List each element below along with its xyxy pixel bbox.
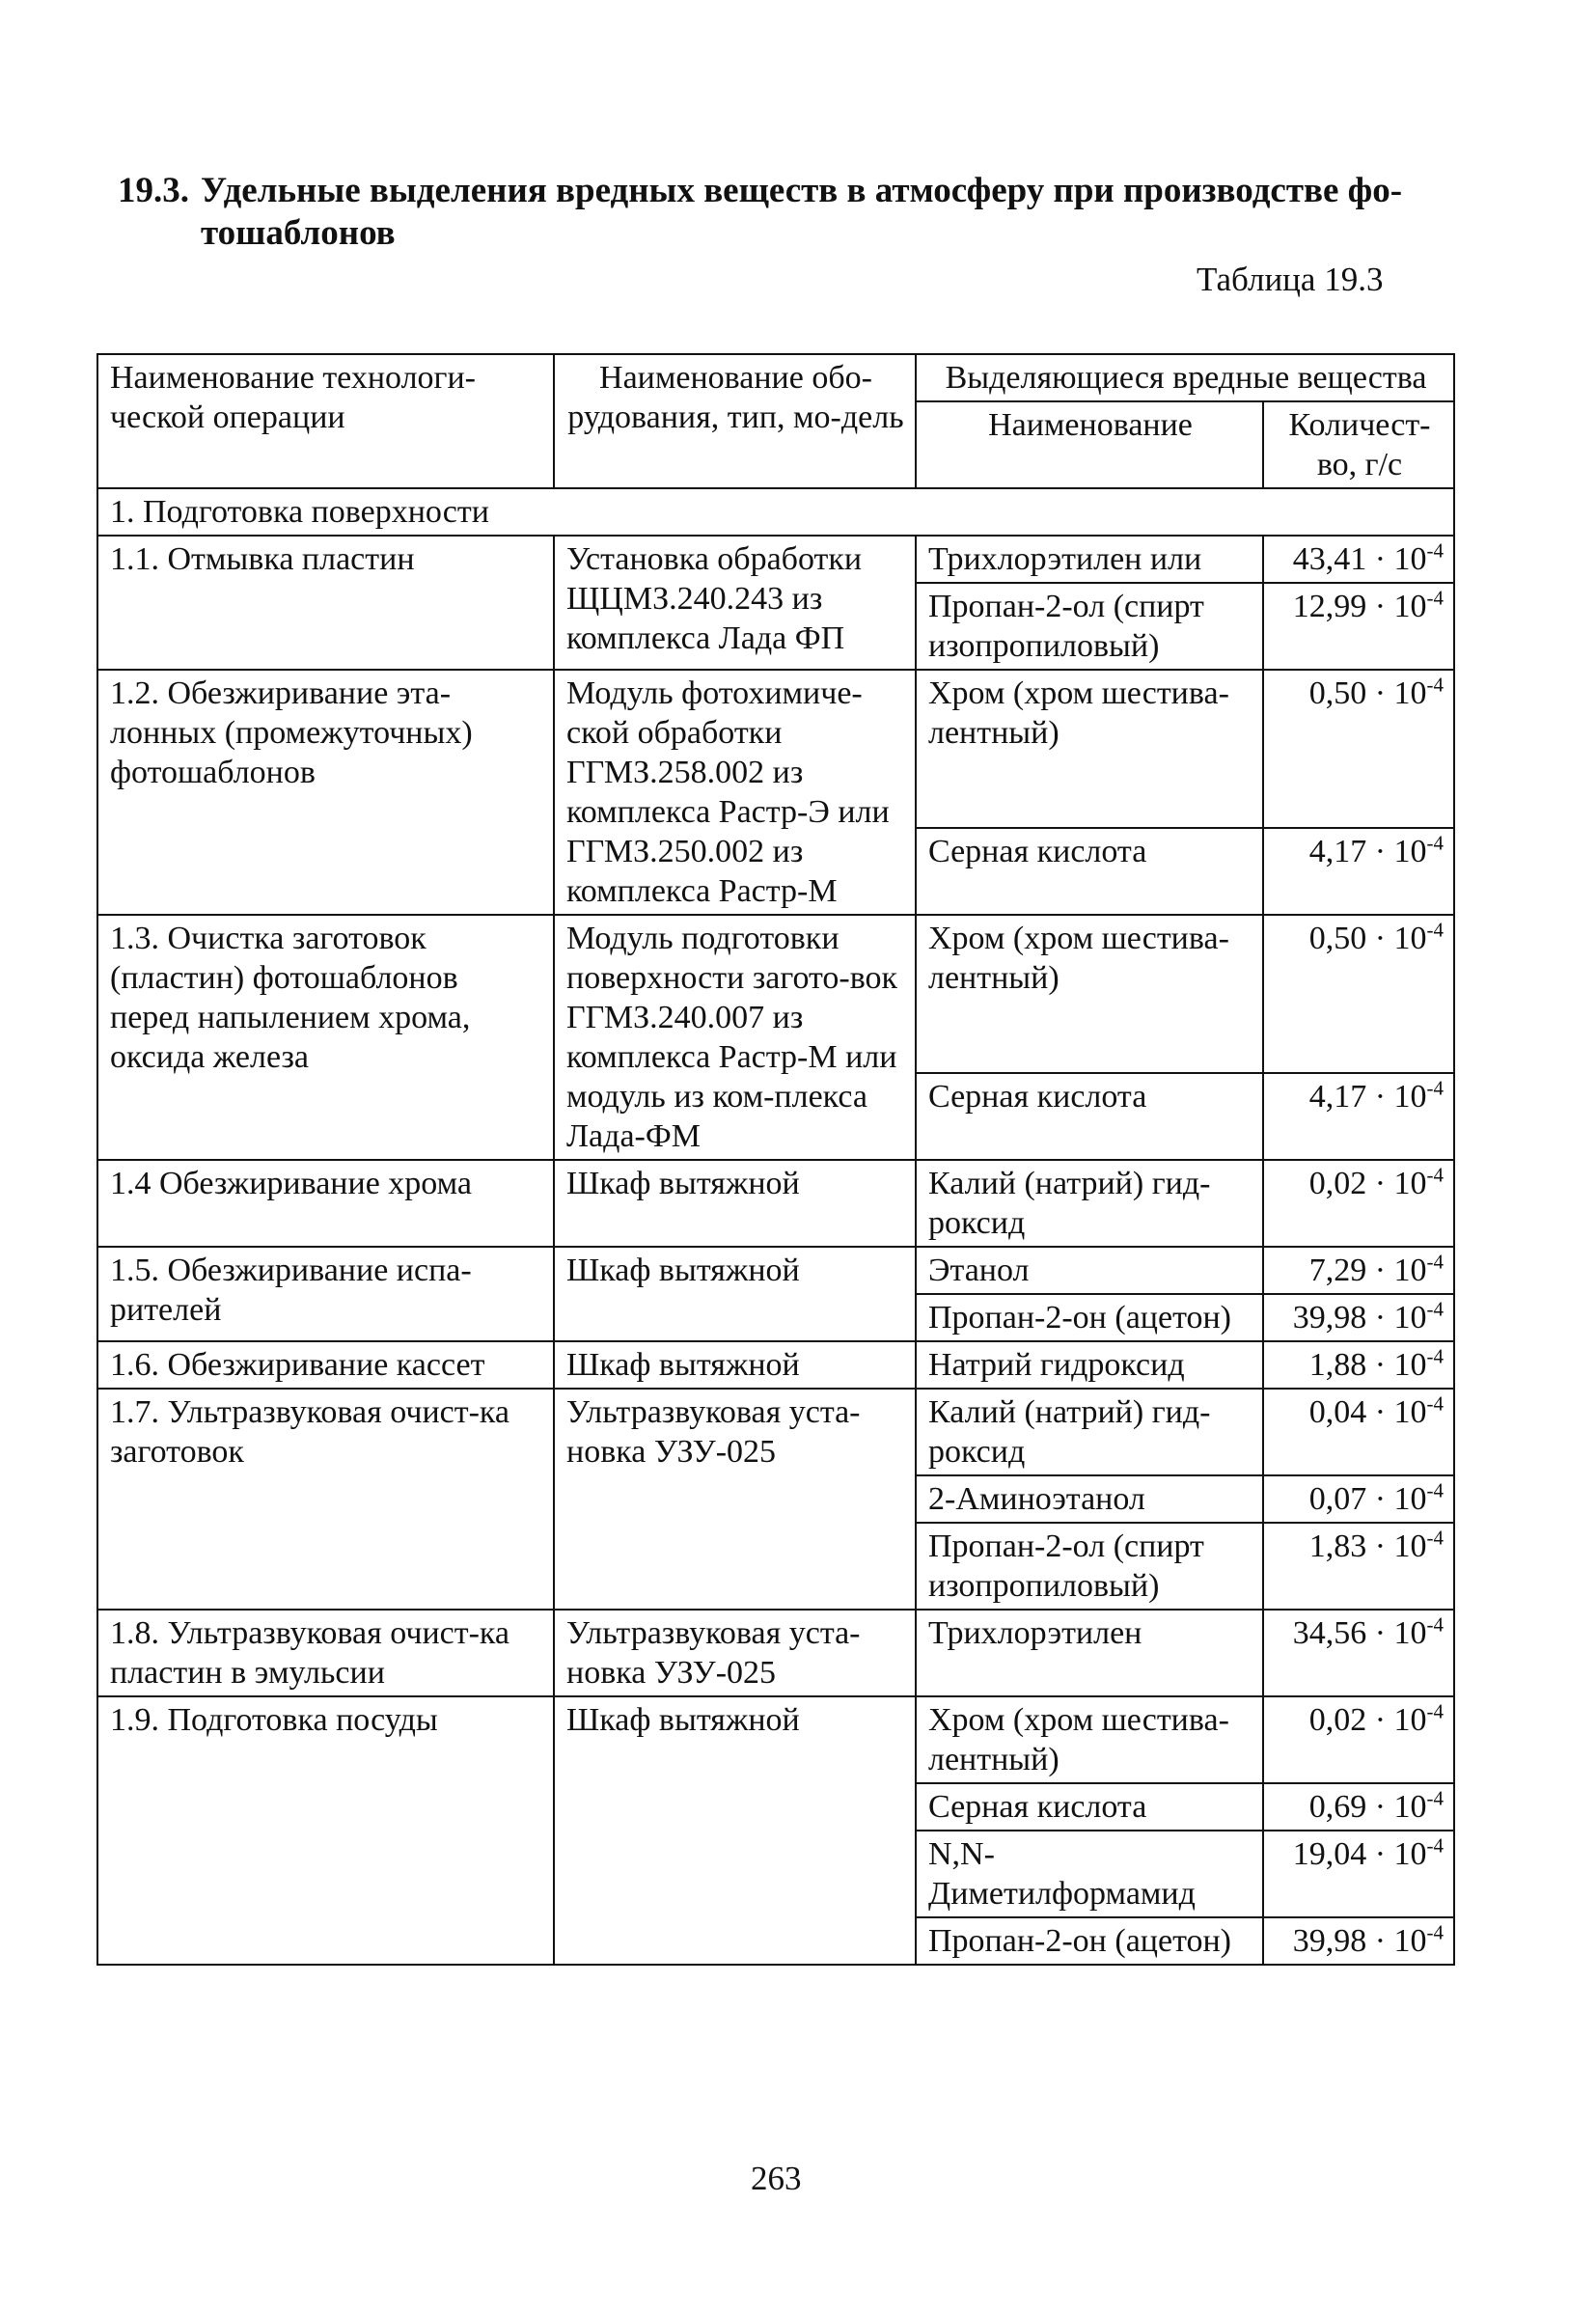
table-row bbox=[97, 1160, 1454, 1247]
substance-name-cell: 2-Аминоэтанол bbox=[916, 1475, 1263, 1523]
quantity-coefficient: 1,88 bbox=[1308, 1347, 1367, 1383]
multiply-dot: · bbox=[1366, 1789, 1394, 1825]
quantity-base: 10 bbox=[1393, 589, 1427, 624]
multiply-dot: · bbox=[1366, 1300, 1394, 1335]
multiply-dot: · bbox=[1366, 1394, 1394, 1430]
quantity-coefficient: 0,02 bbox=[1308, 1166, 1367, 1201]
multiply-dot: · bbox=[1366, 1702, 1394, 1738]
quantity-coefficient: 34,56 bbox=[1292, 1615, 1367, 1651]
quantity-base: 10 bbox=[1393, 1079, 1427, 1115]
quantity-exponent: -4 bbox=[1426, 1297, 1445, 1321]
operation-cell: 1.5. Обезжиривание испа-рителей bbox=[97, 1247, 554, 1341]
quantity-cell bbox=[1263, 915, 1454, 1073]
quantity-base: 10 bbox=[1393, 1836, 1427, 1872]
quantity-base: 10 bbox=[1393, 1253, 1427, 1288]
quantity-exponent: -4 bbox=[1426, 1344, 1445, 1368]
quantity-cell bbox=[1263, 1917, 1454, 1965]
substance-name-cell: Натрий гидроксид bbox=[916, 1341, 1263, 1389]
quantity-cell bbox=[1263, 1475, 1454, 1523]
table-row bbox=[97, 1610, 1454, 1696]
quantity-base: 10 bbox=[1393, 1615, 1427, 1651]
substance-name-cell: Калий (натрий) гид-роксид bbox=[916, 1389, 1263, 1475]
quantity-cell bbox=[1263, 1160, 1454, 1247]
section-title: 1. Подготовка поверхности bbox=[97, 488, 1454, 536]
equipment-cell: Модуль подготовки поверхности загото-вок ГГМЗ.240.007 из комплекса Растр-М или модуль из ком-плекса Лада-ФМ bbox=[554, 915, 916, 1160]
quantity-coefficient: 0,50 bbox=[1308, 921, 1367, 956]
multiply-dot: · bbox=[1366, 589, 1394, 624]
substance-name-cell: Хром (хром шестива-лентный) bbox=[916, 915, 1263, 1073]
multiply-dot: · bbox=[1366, 1528, 1394, 1564]
substance-name-cell: Трихлорэтилен bbox=[916, 1610, 1263, 1696]
quantity-exponent: -4 bbox=[1426, 586, 1445, 610]
quantity-base: 10 bbox=[1393, 834, 1427, 870]
quantity-cell bbox=[1263, 1783, 1454, 1831]
quantity-coefficient: 19,04 bbox=[1292, 1836, 1367, 1872]
table-row bbox=[97, 536, 1454, 583]
quantity-cell bbox=[1263, 1247, 1454, 1294]
page-number: 263 bbox=[751, 2160, 802, 2197]
equipment-cell: Ультразвуковая уста-новка УЗУ-025 bbox=[554, 1610, 916, 1696]
quantity-exponent: -4 bbox=[1426, 1526, 1445, 1550]
section-heading bbox=[118, 170, 1449, 255]
quantity-exponent: -4 bbox=[1426, 1786, 1445, 1810]
substance-name-cell: Трихлорэтилен или bbox=[916, 536, 1263, 583]
table-caption: Таблица 19.3 bbox=[1197, 261, 1384, 298]
quantity-cell bbox=[1263, 1073, 1454, 1160]
equipment-cell: Шкаф вытяжной bbox=[554, 1341, 916, 1389]
quantity-coefficient: 12,99 bbox=[1292, 589, 1367, 624]
quantity-base: 10 bbox=[1393, 1394, 1427, 1430]
equipment-cell: Шкаф вытяжной bbox=[554, 1160, 916, 1247]
table-row bbox=[97, 915, 1454, 1073]
substance-name-cell: Этанол bbox=[916, 1247, 1263, 1294]
table-row bbox=[97, 1389, 1454, 1475]
equipment-cell: Шкаф вытяжной bbox=[554, 1696, 916, 1965]
substance-name-cell: Серная кислота bbox=[916, 1073, 1263, 1160]
quantity-cell bbox=[1263, 583, 1454, 670]
operation-cell: 1.8. Ультразвуковая очист-ка пластин в эмульсии bbox=[97, 1610, 554, 1696]
equipment-cell: Установка обработки ЩЦМЗ.240.243 из комплекса Лада ФП bbox=[554, 536, 916, 670]
multiply-dot: · bbox=[1366, 1481, 1394, 1517]
quantity-exponent: -4 bbox=[1426, 673, 1445, 697]
quantity-base: 10 bbox=[1393, 921, 1427, 956]
substance-name-cell: Серная кислота bbox=[916, 828, 1263, 915]
quantity-base: 10 bbox=[1393, 1347, 1427, 1383]
substance-name-cell: Серная кислота bbox=[916, 1783, 1263, 1831]
section-heading-line1: Удельные выделения вредных веществ в атмосферу при производстве фо- bbox=[201, 171, 1403, 210]
quantity-base: 10 bbox=[1393, 1923, 1427, 1959]
substance-name-cell: Пропан-2-он (ацетон) bbox=[916, 1917, 1263, 1965]
quantity-cell bbox=[1263, 1341, 1454, 1389]
multiply-dot: · bbox=[1366, 1923, 1394, 1959]
quantity-coefficient: 0,69 bbox=[1308, 1789, 1367, 1825]
quantity-coefficient: 0,07 bbox=[1308, 1481, 1367, 1517]
substance-name-cell: Калий (натрий) гид-роксид bbox=[916, 1160, 1263, 1247]
table-row bbox=[97, 1696, 1454, 1783]
quantity-coefficient: 4,17 bbox=[1308, 1079, 1367, 1115]
quantity-exponent: -4 bbox=[1426, 1612, 1445, 1637]
quantity-cell bbox=[1263, 1831, 1454, 1917]
quantity-base: 10 bbox=[1393, 1166, 1427, 1201]
multiply-dot: · bbox=[1366, 1166, 1394, 1201]
quantity-base: 10 bbox=[1393, 675, 1427, 711]
header-equipment: Наименование обо-рудования, тип, мо-дель bbox=[554, 354, 916, 488]
equipment-cell: Модуль фотохимиче-ской обработки ГГМЗ.258.002 из комплекса Растр-Э или ГГМЗ.250.002 из комплекса Растр-М bbox=[554, 670, 916, 915]
substance-name-cell: N,N-Диметилформамид bbox=[916, 1831, 1263, 1917]
table-header-row bbox=[97, 354, 1454, 401]
operation-cell: 1.3. Очистка заготовок (пластин) фотошаблонов перед напылением хрома, оксида железа bbox=[97, 915, 554, 1160]
quantity-coefficient: 43,41 bbox=[1292, 541, 1367, 577]
quantity-cell bbox=[1263, 1696, 1454, 1783]
quantity-cell bbox=[1263, 1523, 1454, 1610]
table-row bbox=[97, 1341, 1454, 1389]
quantity-base: 10 bbox=[1393, 1300, 1427, 1335]
quantity-cell bbox=[1263, 1389, 1454, 1475]
section-number: 19.3. bbox=[118, 171, 189, 210]
equipment-cell: Ультразвуковая уста-новка УЗУ-025 bbox=[554, 1389, 916, 1610]
quantity-coefficient: 0,02 bbox=[1308, 1702, 1367, 1738]
quantity-cell bbox=[1263, 828, 1454, 915]
multiply-dot: · bbox=[1366, 675, 1394, 711]
quantity-coefficient: 0,04 bbox=[1308, 1394, 1367, 1430]
header-substances: Выделяющиеся вредные вещества bbox=[916, 354, 1454, 401]
quantity-coefficient: 0,50 bbox=[1308, 675, 1367, 711]
quantity-exponent: -4 bbox=[1426, 918, 1445, 942]
operation-cell: 1.1. Отмывка пластин bbox=[97, 536, 554, 670]
section-row bbox=[97, 488, 1454, 536]
quantity-cell bbox=[1263, 1610, 1454, 1696]
operation-cell: 1.7. Ультразвуковая очист-ка заготовок bbox=[97, 1389, 554, 1610]
quantity-coefficient: 4,17 bbox=[1308, 834, 1367, 870]
quantity-base: 10 bbox=[1393, 1702, 1427, 1738]
quantity-base: 10 bbox=[1393, 1528, 1427, 1564]
equipment-cell: Шкаф вытяжной bbox=[554, 1247, 916, 1341]
quantity-cell bbox=[1263, 536, 1454, 583]
quantity-cell bbox=[1263, 670, 1454, 828]
multiply-dot: · bbox=[1366, 921, 1394, 956]
quantity-exponent: -4 bbox=[1426, 1391, 1445, 1416]
operation-cell: 1.2. Обезжиривание эта-лонных (промежуточных) фотошаблонов bbox=[97, 670, 554, 915]
quantity-exponent: -4 bbox=[1426, 1920, 1445, 1944]
quantity-coefficient: 39,98 bbox=[1292, 1300, 1367, 1335]
quantity-exponent: -4 bbox=[1426, 1478, 1445, 1502]
quantity-base: 10 bbox=[1393, 1481, 1427, 1517]
multiply-dot: · bbox=[1366, 1347, 1394, 1383]
header-substance-name: Наименование bbox=[916, 401, 1263, 488]
quantity-exponent: -4 bbox=[1426, 1163, 1445, 1187]
substance-name-cell: Пропан-2-он (ацетон) bbox=[916, 1294, 1263, 1341]
emissions-table bbox=[96, 353, 1455, 1966]
quantity-base: 10 bbox=[1393, 541, 1427, 577]
operation-cell: 1.4 Обезжиривание хрома bbox=[97, 1160, 554, 1247]
quantity-coefficient: 1,83 bbox=[1308, 1528, 1367, 1564]
quantity-exponent: -4 bbox=[1426, 1250, 1445, 1274]
quantity-coefficient: 39,98 bbox=[1292, 1923, 1367, 1959]
quantity-exponent: -4 bbox=[1426, 1833, 1445, 1858]
multiply-dot: · bbox=[1366, 1615, 1394, 1651]
quantity-exponent: -4 bbox=[1426, 832, 1445, 856]
quantity-cell bbox=[1263, 1294, 1454, 1341]
table-row bbox=[97, 1247, 1454, 1294]
substance-name-cell: Пропан-2-ол (спирт изопропиловый) bbox=[916, 583, 1263, 670]
quantity-base: 10 bbox=[1393, 1789, 1427, 1825]
multiply-dot: · bbox=[1366, 1079, 1394, 1115]
quantity-exponent: -4 bbox=[1426, 1077, 1445, 1101]
substance-name-cell: Хром (хром шестива-лентный) bbox=[916, 670, 1263, 828]
quantity-exponent: -4 bbox=[1426, 538, 1445, 563]
header-quantity: Количест-во, г/с bbox=[1263, 401, 1454, 488]
quantity-coefficient: 7,29 bbox=[1308, 1253, 1367, 1288]
operation-cell: 1.6. Обезжиривание кассет bbox=[97, 1341, 554, 1389]
multiply-dot: · bbox=[1366, 1253, 1394, 1288]
multiply-dot: · bbox=[1366, 541, 1394, 577]
substance-name-cell: Пропан-2-ол (спирт изопропиловый) bbox=[916, 1523, 1263, 1610]
operation-cell: 1.9. Подготовка посуды bbox=[97, 1696, 554, 1965]
quantity-exponent: -4 bbox=[1426, 1699, 1445, 1723]
substance-name-cell: Хром (хром шестива-лентный) bbox=[916, 1696, 1263, 1783]
multiply-dot: · bbox=[1366, 834, 1394, 870]
section-heading-line2: тошаблонов bbox=[201, 213, 396, 253]
multiply-dot: · bbox=[1366, 1836, 1394, 1872]
header-operation: Наименование технологи-ческой операции bbox=[97, 354, 554, 488]
table-row bbox=[97, 670, 1454, 828]
